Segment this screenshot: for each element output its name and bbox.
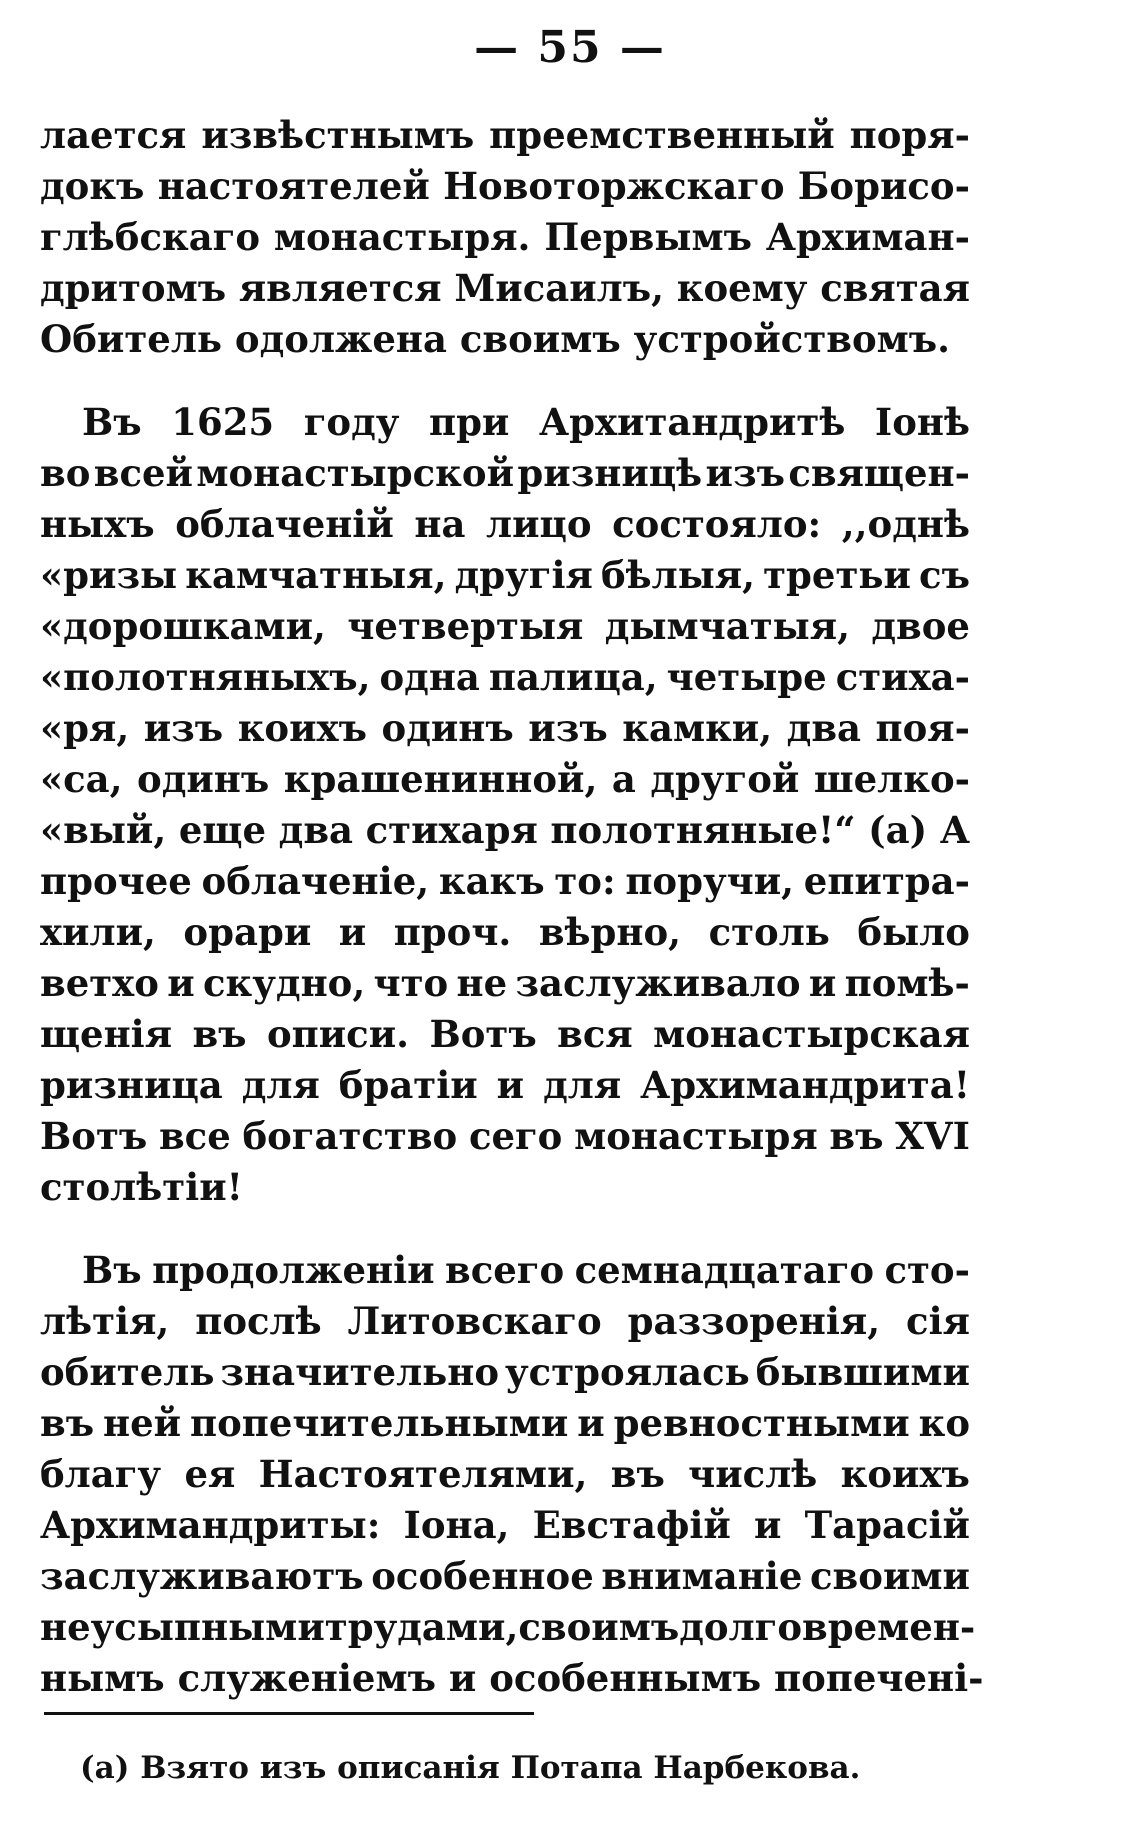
word: неусыпными [40,1605,325,1649]
word: значительно [220,1350,500,1394]
word: раззоренія, [627,1299,881,1343]
word: Первымъ [544,215,753,259]
word: Архиман- [765,215,970,259]
word: Тарасій [804,1503,970,1547]
word: святая [820,266,970,310]
text-line [40,1551,970,1602]
word: ревностными [613,1401,910,1445]
word: попечені- [774,1656,984,1700]
word: священ- [788,451,970,495]
word: какъ [438,859,545,903]
text-line [40,397,970,448]
word: поря- [849,113,970,157]
word: то: [554,859,616,903]
text-line [40,161,970,212]
text-line [40,805,970,856]
word: въ [829,1114,884,1158]
text-line [40,1060,970,1111]
word: въ [192,1012,247,1056]
word: два [786,706,861,750]
word: поя- [875,706,970,750]
word: епитра- [803,859,970,903]
word: братіи [338,1063,478,1107]
word: числѣ [688,1452,818,1496]
word: является [238,266,442,310]
word: и [167,961,195,1005]
word: камчатныя, [185,553,447,597]
word: изъ [143,706,224,750]
word: 1625 [171,400,275,444]
word: при [428,400,510,444]
word: преемственный [489,113,835,157]
word: другой [650,757,800,801]
word: заслуживало [515,961,801,1005]
word: служеніемъ [177,1656,436,1700]
word: всей [93,451,193,495]
text-line [40,1162,970,1213]
text-line [40,1500,970,1551]
word: (а) [868,808,928,852]
word: Іонѣ [874,400,970,444]
text-line [40,1449,970,1500]
word: «полотняныхъ, [40,655,371,699]
word: богатство [242,1114,458,1158]
word: лается [40,113,187,157]
word: ризницѣ [517,451,703,495]
word: четыре [666,655,827,699]
word: а [611,757,636,801]
word: особеннымъ [489,1656,762,1700]
word: коихъ [840,1452,970,1496]
word: стихаря [365,808,538,852]
word: палица, [488,655,658,699]
word: своими [810,1554,970,1598]
word: столь [708,910,830,954]
word: «вый, [40,808,167,852]
text-line [40,499,970,550]
word: Архимандрита! [640,1063,970,1107]
word: коихъ [237,706,367,750]
word: Литовскаго [347,1299,602,1343]
word: коему [676,266,808,310]
word: А [939,808,970,852]
word: одинъ [381,706,514,750]
word: настоятелей [157,164,430,208]
text-line [40,703,970,754]
word: хили, [40,910,156,954]
word: Іона, [403,1503,510,1547]
word: другія [454,553,593,597]
paragraph-gap [40,1213,970,1245]
text-line [40,1653,984,1704]
word: камки, [622,706,773,750]
word: обитель [40,1350,215,1394]
word: особенное [371,1554,594,1598]
word: все [158,1114,231,1158]
word: и [577,1401,605,1445]
word: ко [918,1401,970,1445]
word: Вотъ [40,1114,148,1158]
word: XVI [895,1114,970,1158]
text-line [40,907,970,958]
text-line [40,754,970,805]
word: съ [919,553,970,597]
paragraph [40,110,970,365]
word: всего [445,1248,565,1292]
word: щенія [40,1012,173,1056]
word: поручи, [625,859,795,903]
word: описи. [266,1012,410,1056]
word: Вотъ [429,1012,537,1056]
word: одинъ [137,757,270,801]
text-line [40,1111,970,1162]
word: проч. [393,910,512,954]
paragraph [40,1245,984,1704]
word: Обитель [40,317,223,361]
word: Новоторжскаго [443,164,785,208]
word: для [241,1063,320,1107]
word: докъ [40,164,145,208]
body-text [40,110,984,1704]
word: лѣтія, [40,1299,170,1343]
word: было [857,910,970,954]
word: «са, [40,757,123,801]
word: Въ [82,400,142,444]
word: одна [379,655,480,699]
word: сія [906,1299,970,1343]
word: Архимандриты: [40,1503,381,1547]
text-line [40,856,970,907]
word: вѣрно, [538,910,682,954]
word: третьи [763,553,911,597]
word: своимъ [518,1605,680,1649]
word: еще [178,808,267,852]
word: ,,однѣ [841,502,970,546]
word: и [753,1503,782,1547]
word: на [414,502,466,546]
text-line [40,1398,970,1449]
text-line [40,550,970,601]
word: устройствомъ. [633,317,951,361]
word: орари [183,910,312,954]
text-line [40,601,970,652]
word: въ [40,1401,95,1445]
word: облаченій [175,502,394,546]
word: и [338,910,367,954]
word: шелко- [813,757,970,801]
word: изъ [528,706,608,750]
word: облаченіе, [201,859,430,903]
word: монастыря [574,1114,818,1158]
word: и [496,1063,525,1107]
word: для [543,1063,622,1107]
word: столѣтіи! [40,1165,243,1209]
word: заслуживаютъ [40,1554,364,1598]
word: и [448,1656,477,1700]
text-line [40,212,970,263]
word: Евстафій [532,1503,731,1547]
word: бывшими [755,1350,970,1394]
word: лицо [486,502,592,546]
word: «ризы [40,553,178,597]
word: монастырской [196,451,515,495]
word: нымъ [40,1656,165,1700]
word: Архитандритѣ [538,400,846,444]
word: бѣлыя, [600,553,756,597]
word: «дорошками, [40,604,326,648]
word: въ [610,1452,665,1496]
word: ныхъ [40,502,155,546]
word: сто- [884,1248,970,1292]
word: Настоятелями, [258,1452,588,1496]
word: продолженіи [152,1248,435,1292]
word: попечительными [189,1401,569,1445]
word: крашенинной, [283,757,598,801]
word: состояло: [612,502,822,546]
word: полотняные!“ [550,808,856,852]
footnote: (а) Взято изъ описанія Потапа Нарбекова. [80,1750,861,1786]
word: послѣ [195,1299,322,1343]
word: помѣ- [844,961,970,1005]
word: дымчатыя, [604,604,850,648]
word: скудно, [202,961,366,1005]
word: не [456,961,508,1005]
word: ветхо [40,961,159,1005]
text-line [40,448,970,499]
word: сего [468,1114,563,1158]
paragraph-gap [40,365,970,397]
text-line [40,1347,970,1398]
word: глѣбскаго [40,215,261,259]
word: ризница [40,1063,223,1107]
word: ней [103,1401,182,1445]
footnote-rule [44,1712,534,1715]
word: Въ [82,1248,142,1292]
word: вниманіе [601,1554,803,1598]
text-line [40,1296,970,1347]
word: устроялась [505,1350,750,1394]
text-line [40,1602,976,1653]
word: своимъ [459,317,621,361]
word: Мисаилъ, [454,266,665,310]
word: стиха- [835,655,970,699]
word: изъ [705,451,785,495]
word: четвертыя [347,604,584,648]
text-line [40,1009,970,1060]
word: семнадцатаго [574,1248,875,1292]
word: ея [184,1452,236,1496]
page-number: — 55 — [474,22,666,73]
text-line [40,263,970,314]
word: двое [871,604,970,648]
word: во [40,451,91,495]
text-line [40,958,970,1009]
word: одолжена [234,317,447,361]
word: монастырская [653,1012,970,1056]
text-line [40,110,970,161]
text-line [40,652,970,703]
paragraph [40,397,970,1213]
word: благу [40,1452,162,1496]
word: вся [557,1012,633,1056]
text-line [40,314,970,365]
word: дритомъ [40,266,227,310]
word: Борисо- [797,164,970,208]
word: и [808,961,837,1005]
word: году [303,400,400,444]
word: два [278,808,353,852]
word: прочее [40,859,192,903]
text-line [40,1245,970,1296]
word: монастыря. [273,215,531,259]
word: долговремен- [679,1605,976,1649]
word: «ря, [40,706,130,750]
word: трудами, [324,1605,519,1649]
word: что [373,961,449,1005]
word: извѣстнымъ [201,113,475,157]
